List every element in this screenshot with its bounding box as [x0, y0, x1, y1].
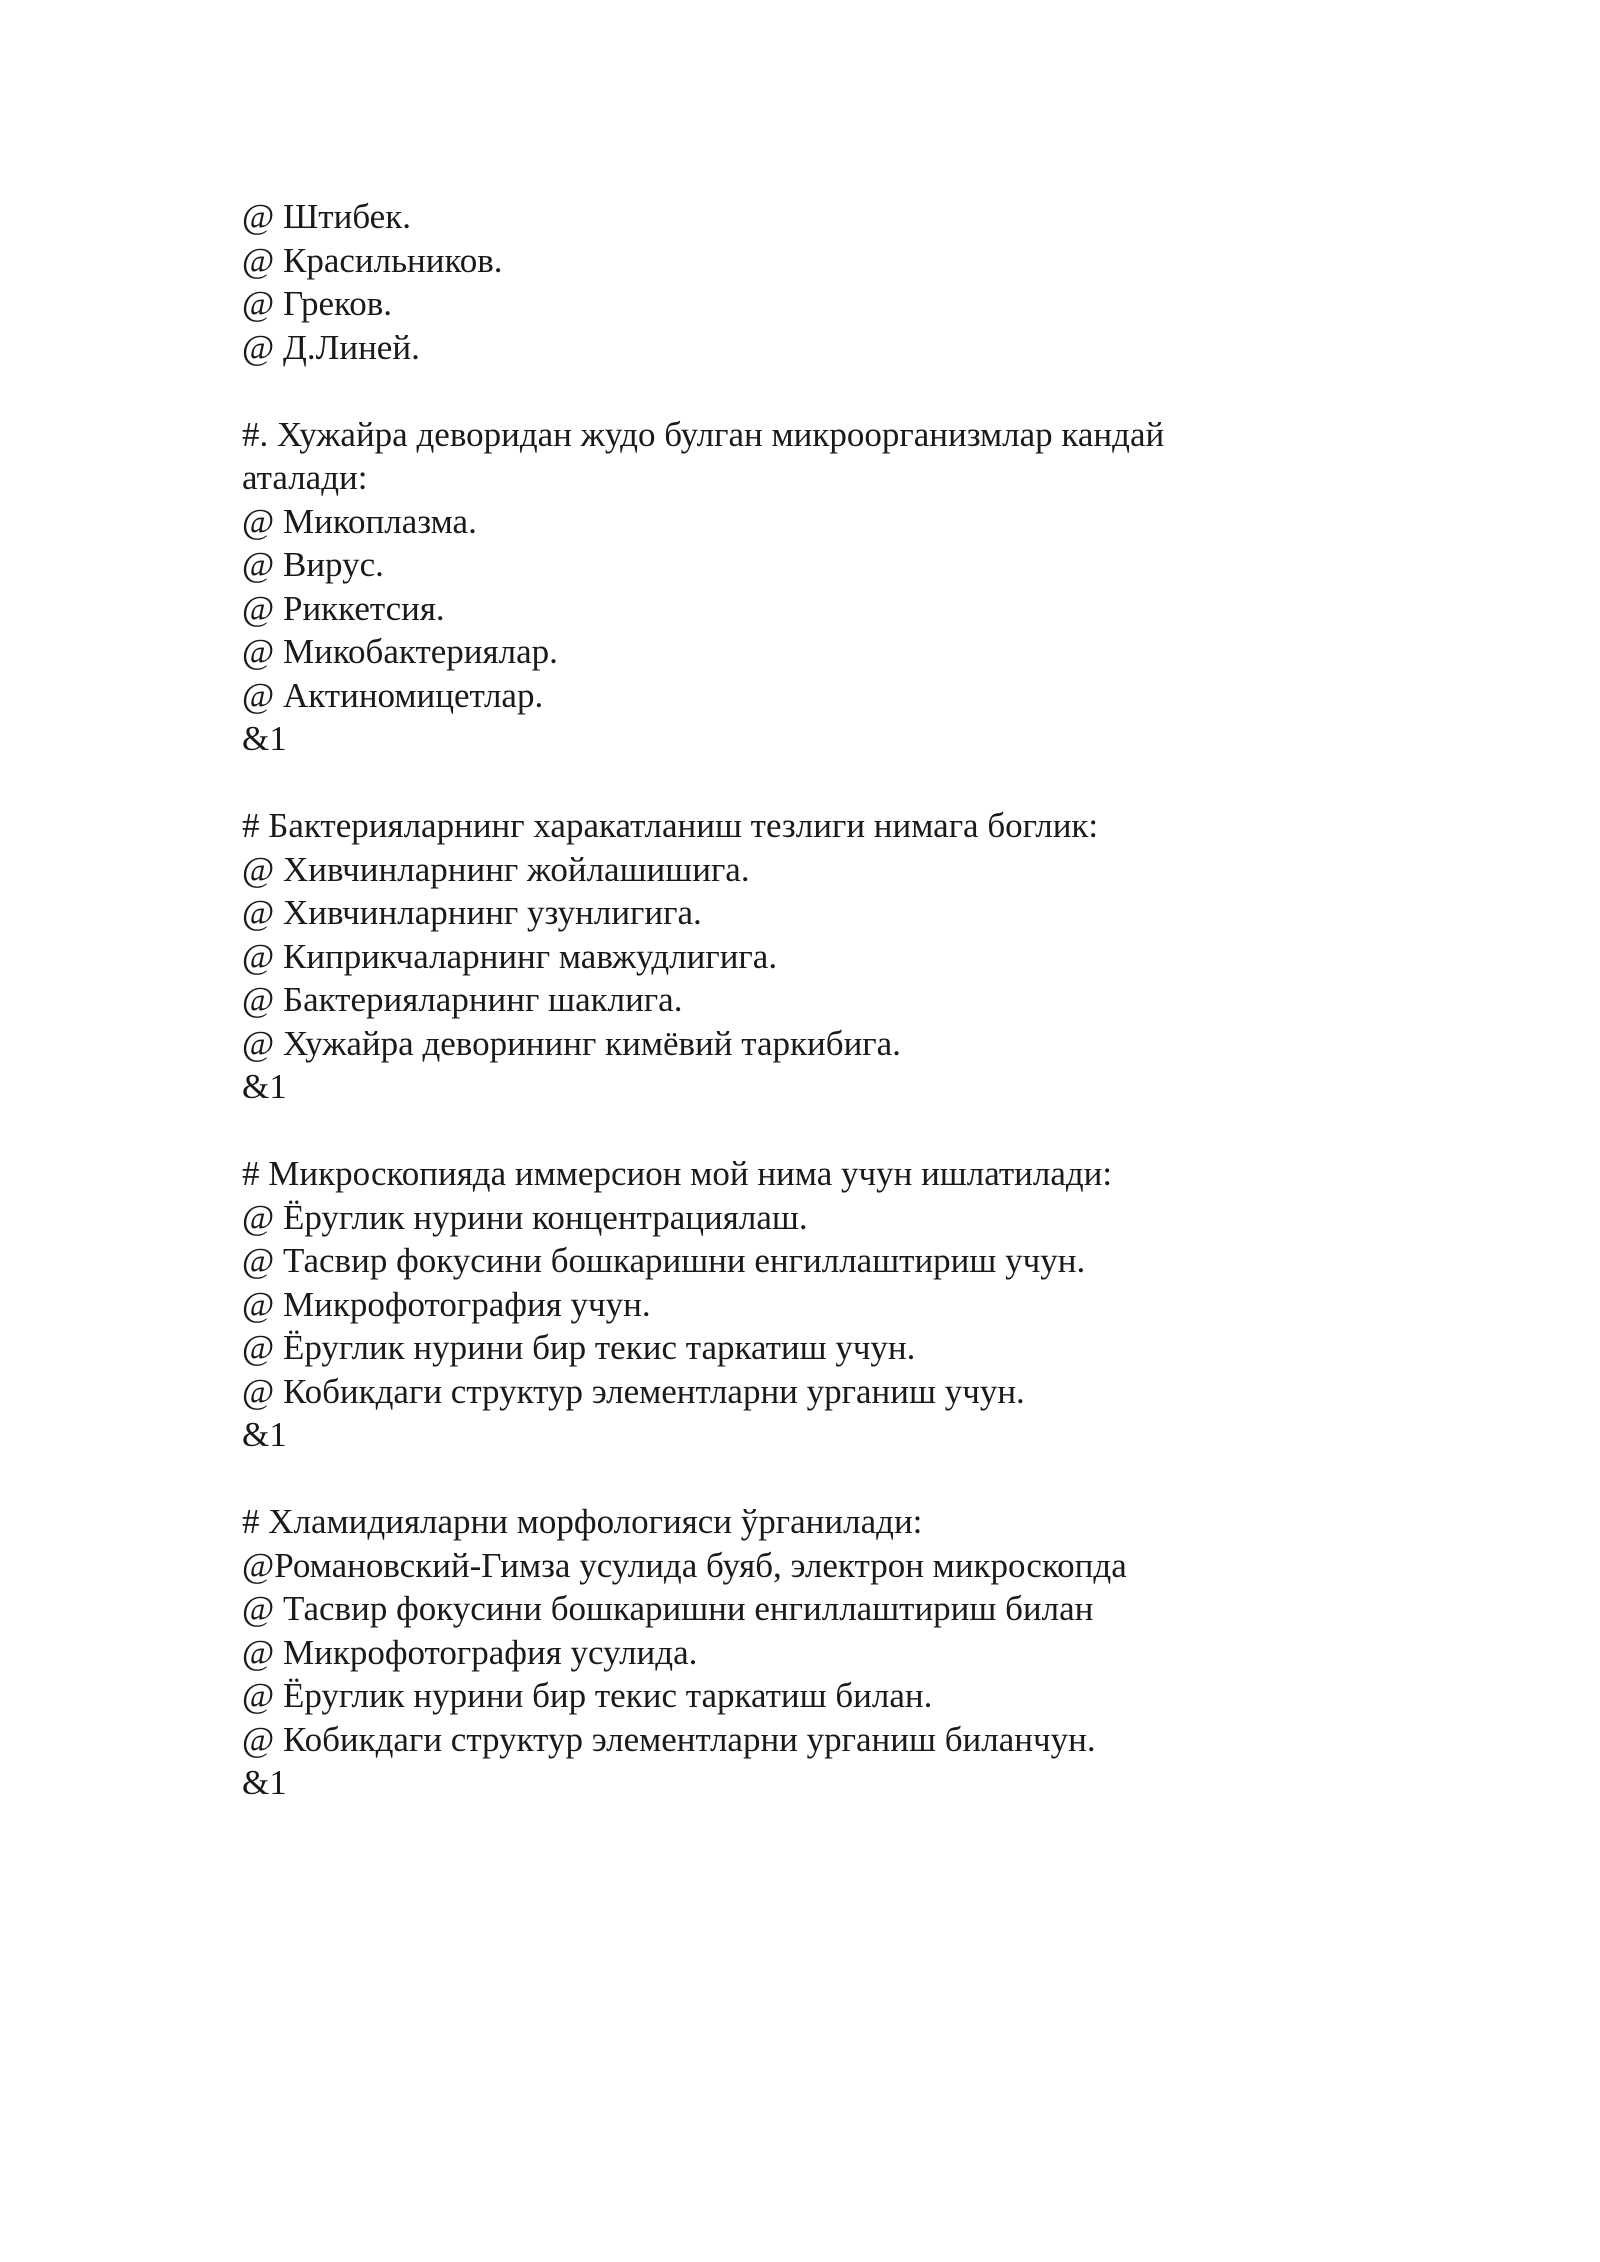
answer-option: @ Риккетсия.	[242, 588, 445, 628]
answer-option: @ Киприкчаларнинг мавжудлигига.	[242, 936, 778, 976]
spacer	[242, 1457, 1392, 1501]
document-body	[242, 195, 1392, 1805]
answer-key: &1	[242, 719, 287, 758]
answer-list-continued	[242, 195, 1392, 369]
answer-option: @ Вирус.	[242, 545, 384, 584]
answer-option: @ Д.Линей.	[242, 327, 420, 367]
answer-option: @ Бактерияларнинг шаклига.	[242, 980, 683, 1019]
answer-key: &1	[242, 1067, 287, 1106]
answer-option: @ Тасвир фокусини бошкаришни енгиллаштириш учун.	[242, 1241, 1086, 1280]
answer-option: @ Греков.	[242, 284, 393, 323]
question-block	[242, 1152, 1392, 1457]
question-block	[242, 413, 1392, 761]
answer-option: @ Тасвир фокусини бошкаришни енгиллаштириш билан	[242, 1589, 1094, 1628]
answer-option: @ Хужайра деворининг кимёвий таркибига.	[242, 1023, 901, 1063]
question-text: # Микроскопияда иммерсион мой нима учун ишлатилади:	[242, 1154, 1113, 1193]
question-text: #. Хужайра деворидан жудо булган микроорганизмлар кандай аталади:	[242, 414, 1165, 497]
answer-key: &1	[242, 1763, 287, 1802]
answer-key: &1	[242, 1415, 287, 1454]
answer-option: @ Красильников.	[242, 240, 503, 280]
answer-option: @ Микоплазма.	[242, 501, 477, 541]
answer-option: @ Ёруглик нурини бир текис таркатиш билан.	[242, 1676, 933, 1715]
answer-option: @ Актиномицетлар.	[242, 675, 544, 715]
answer-option: @ Микрофотография учун.	[242, 1284, 651, 1324]
answer-option: @ Ёруглик нурини бир текис таркатиш учун.	[242, 1328, 916, 1367]
spacer	[242, 1109, 1392, 1153]
answer-option: @ Ёруглик нурини концентрациялаш.	[242, 1197, 808, 1237]
answer-option: @ Хивчинларнинг узунлигига.	[242, 893, 702, 932]
question-block	[242, 1500, 1392, 1805]
answer-option: @Романовский-Гимза усулида буяб, электрон микроскопда	[242, 1545, 1127, 1585]
answer-option: @ Микобактериялар.	[242, 632, 558, 671]
question-text: # Бактерияларнинг харакатланиш тезлиги нимага боглик:	[242, 806, 1099, 845]
answer-option: @ Кобикдаги структур элементларни урганиш биланчун.	[242, 1719, 1096, 1759]
answer-option: @ Микрофотография усулида.	[242, 1632, 698, 1672]
answer-option: @ Штибек.	[242, 197, 411, 236]
question-block	[242, 804, 1392, 1109]
answer-option: @ Хивчинларнинг жойлашишига.	[242, 849, 750, 889]
spacer	[242, 369, 1392, 413]
answer-option: @ Кобикдаги структур элементларни урганиш учун.	[242, 1371, 1025, 1411]
spacer	[242, 761, 1392, 805]
question-text: # Хламидияларни морфологияси ўрганилади:	[242, 1502, 923, 1541]
